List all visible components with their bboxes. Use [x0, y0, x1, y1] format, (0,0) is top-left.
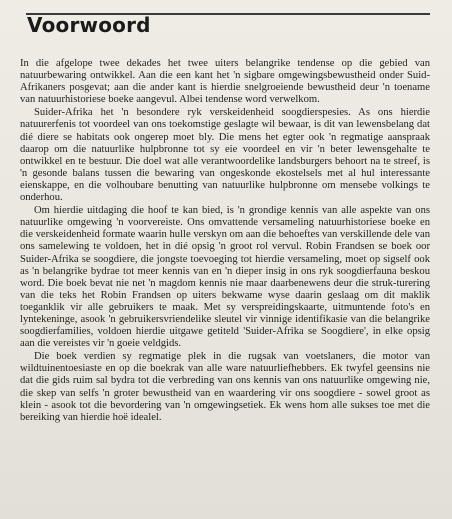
page-title: Voorwoord — [27, 13, 151, 37]
paragraph-1: In die afgelope twee dekades het twee uiters belangrike tendense op die gebied van natuurbewaring ontwikkel. Aan die een kant het 'n sigbare omgewingsbewustheid onder Suid-Afrikaners posgevat; aan die ander kant is hierdie snelgroeiende bewustheid deur 'n toename van natuurhistoriese boeke aangevul. Albei tendense word verwelkom. — [20, 58, 430, 106]
foreword-body — [20, 58, 430, 425]
paragraph-4: Die boek verdien sy regmatige plek in die rugsak van voetslaners, die motor van wildtuinentoesiaste en op die boekrak van alle ware natuurliefhebbers. Ek twyfel geensins nie dat die gids ruim sal bydra tot die verbreding van ons kennis van ons natuurlike omgewing nie, die skep van selfs 'n groter bewustheid van en waardering vir ons soogdiere - sowel groot as klein - asook tot die bevordering van 'n omgewingsetiek. Ek wens hom alle sukses toe met die bereiking van hierdie hoë idealel. — [20, 351, 430, 423]
paragraph-2: Suider-Afrika het 'n besondere ryk verskeidenheid soogdierspesies. As ons hierdie natuurerfenis tot voordeel van ons toekomstige geslagte wil bewaar, is dit van lewensbelang dat dié diere se habitats ook ongerep moet bly. Die mens het egter ook 'n regmatige aanspraak daarop om die natuurlike hulpbronne tot sy eie voordeel en vir 'n beter lewensgehalte te ontwikkel en te bestuur. Die doel wat alle verantwoordelike landsburgers behoort na te streef, is 'n gesonde balans tussen die bewaring van ongeskonde ekostelsels met al hul interessante eienskappe, en die volhoubare benutting van natuurlike hulpbronne om mensebe volkings te onderhou. — [20, 107, 430, 204]
paragraph-3: Om hierdie uitdaging die hoof te kan bied, is 'n grondige kennis van alle aspekte van ons natuurlike omgewing 'n voorvereiste. Ons omvattende versameling natuurhistoriese boeke en die verskeidenheid formate waarin hulle verskyn om aan die behoeftes van verskillende dele van ons samelewing te voldoen, het in dié opsig 'n groot rol vervul. Robin Frandsen se boek oor Suider-Afrika se soogdiere, die jongste toevoeging tot hierdie versameling, moet op sigself ook as 'n belangrike bydrae tot meer kennis van en 'n dieper insig in ons ryk soogdierfauna beskou word. Die boek bevat nie net 'n magdom kennis nie maar daarbenewens deur die struk-turering van die teks het Robin Frandsen op uiters bekwame wyse daarin geslaag om dit maklik toeganklik vir alle gebruikers te maak. Met sy verspreidingskaarte, uitmuntende foto's en lyntekeninge, asook 'n gebruikersvriendelike sleutel vir vinnige identifikasie van die belangrike soogdierfamilies, voldoen hierdie uitgawe getiteld 'Suider-Afrika se Soogdiere', in elke opsig aan die vereistes vir 'n goeie veldgids. — [20, 205, 430, 350]
